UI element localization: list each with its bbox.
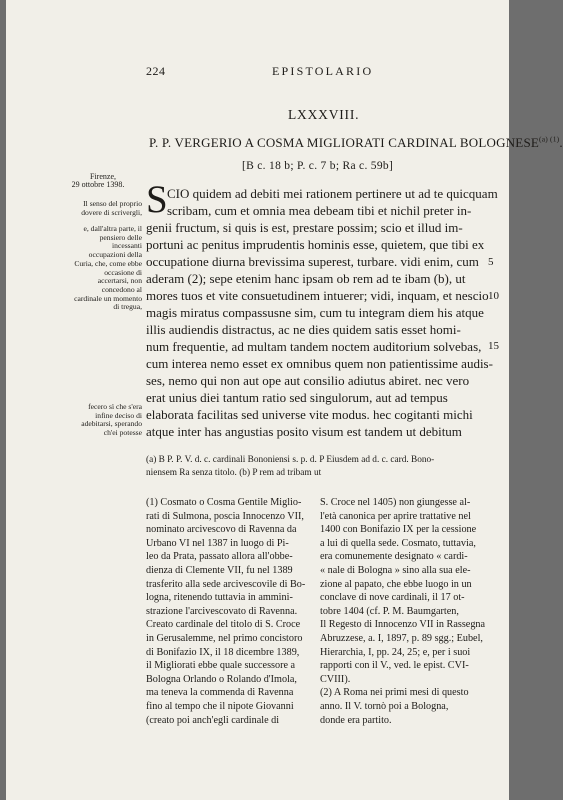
line-number: 5 bbox=[488, 256, 494, 268]
body-line: atque inter has angustias posito visum est tandem ut debitum bbox=[146, 424, 462, 439]
footnote-line: strazione l'arcivescovato di Ravenna. bbox=[146, 605, 298, 617]
footnote-line: il Migliorati ebbe quale successore a bbox=[146, 660, 296, 672]
footnote-line: dienza di Clemente VII, fu nel 1389 bbox=[146, 565, 293, 576]
body-line: occupatione diurna brevissima superest, turbare. vidi enim, cum bbox=[146, 254, 479, 269]
letter-title bbox=[149, 135, 563, 151]
body-line: ses, nemo qui non aut ope aut consilio adiutus abiret. nec vero bbox=[146, 373, 470, 388]
footnote-line: rapporti con il V., ved. le epist. CVI- bbox=[320, 660, 469, 672]
title-part: OSMA bbox=[265, 135, 307, 150]
footnote-line: l'età canonica per aprire trattative nel bbox=[320, 510, 471, 522]
line-number: 15 bbox=[488, 340, 499, 352]
apparatus-line: (a) B P. P. V. d. c. cardinali Bononiensi s. p. d. P Eiusdem ad d. c. card. Bono- bbox=[146, 455, 435, 465]
footnote-line: donde era partito. bbox=[320, 714, 392, 726]
margin-summary-1: Il senso del proprio dovere di scrivergli, bbox=[81, 199, 142, 217]
letter-number: LXXXVIII. bbox=[288, 107, 360, 122]
title-part: . bbox=[559, 135, 563, 150]
title-part: P. P. V bbox=[149, 135, 185, 150]
footnote-line: Hierarchia, I, pp. 24, 25; e, per i suoi bbox=[320, 646, 471, 658]
footnote-line: anno. Il V. tornò poi a Bologna, bbox=[320, 701, 449, 712]
footnote-line: era comunemente designato « cardi- bbox=[320, 551, 468, 563]
title-part: ERGERIO A bbox=[184, 135, 257, 150]
footnote-line: tobre 1404 (cf. P. M. Baumgarten, bbox=[320, 605, 459, 617]
body-line: scribam, cum et omnia mea debeam tibi et nichil preter in- bbox=[167, 203, 472, 218]
running-title: EPISTOLARIO bbox=[272, 64, 374, 78]
line-number: 10 bbox=[488, 290, 499, 302]
footnote-line: a lui di quella sede. Cosmato, tuttavia, bbox=[320, 537, 476, 549]
footnote-line: trasferito alla sede arcivescovile di Bo- bbox=[146, 578, 306, 590]
footnote-line: Bologna Orlando o Rolando d'Imola, bbox=[146, 673, 297, 685]
footnote-line: Creato cardinale del titolo di S. Croce bbox=[146, 619, 301, 631]
body-line: CIO quidem ad debiti mei rationem pertinere ut ad te quicquam bbox=[167, 186, 498, 201]
footnote-line: conclave di nove cardinali, il 17 ot- bbox=[320, 592, 465, 604]
title-footnote-marks: (a) (1) bbox=[539, 134, 560, 144]
footnote-line: 1400 con Bonifazio IX per la cessione bbox=[320, 524, 477, 536]
margin-summary-3: fecero sì che s'era infine deciso di adebitarsi, sperando ch'ei potesse bbox=[81, 402, 142, 438]
footnote-line: rati di Sulmona, poscia Innocenzo VII, bbox=[146, 510, 304, 522]
apparatus-line: niensem Ra senza titolo. (b) P rem ad tribam ut bbox=[146, 468, 322, 478]
margin-date: 29 ottobre 1398. bbox=[71, 180, 125, 189]
footnote-line: Abruzzese, a. I, 1897, p. 89 sgg.; Eubel, bbox=[320, 633, 483, 644]
manuscript-sources: [B c. 18 b; P. c. 7 b; Ra c. 59b] bbox=[242, 160, 394, 172]
footnote-line: in Gerusalemme, nel primo concistoro bbox=[146, 633, 303, 644]
page-number: 224 bbox=[146, 64, 166, 78]
body-line: elaborata facilitas sed universe vite modus. hec cogitanti michi bbox=[146, 407, 473, 422]
title-part: C bbox=[256, 135, 266, 150]
footnote-line: leo da Prata, passato allora all'obbe- bbox=[146, 551, 293, 563]
body-line: num frequentie, ad multam tandem noctem auditorium solvebas, bbox=[146, 339, 482, 354]
body-line: aderam (2); sepe etenim hanc ipsam ob rem ad te ibam (b), ut bbox=[146, 271, 466, 286]
drop-cap: S bbox=[146, 178, 168, 221]
footnote-line: fino al tempo che il nipote Giovanni bbox=[146, 701, 294, 712]
margin-summary-2: e, dall'altra parte, il pensiero delle incessanti occupazioni della Curia, che, come ebbe occasione di accertarsi, non concedono al cardinale un momento di tregua, bbox=[74, 224, 142, 312]
footnote-line: S. Croce nel 1405) non giungesse al- bbox=[320, 497, 471, 508]
body-line: cum interea nemo esset ex omnibus quem non patientissime audis- bbox=[146, 356, 493, 371]
footnote-line: (2) A Roma nei primi mesi di questo bbox=[320, 687, 469, 699]
title-part: IGLIORATI CARDINAL BOLOGNESE bbox=[318, 135, 540, 150]
body-line: mores tuos et vite consuetudinem intuerer; vidi, inquam, et nescio bbox=[146, 288, 489, 303]
body-line: illis audiendis distractus, ac ne dies quidem satis esset homi- bbox=[146, 322, 461, 337]
margin-place: Firenze, bbox=[90, 172, 116, 181]
footnote-line: logna, ritenendo tuttavia in ammini- bbox=[146, 592, 293, 604]
body-line: genii fructum, si quis is est, prestare possim; scio et illud im- bbox=[146, 220, 463, 235]
footnote-line: (creato poi anch'egli cardinale di bbox=[146, 714, 280, 726]
body-line: magis miratus compassusne sim, cum tu integram diem his atque bbox=[146, 305, 484, 320]
footnote-line: (1) Cosmato o Cosma Gentile Miglio- bbox=[146, 497, 302, 508]
footnote-line: CVIII). bbox=[320, 673, 351, 685]
footnote-line: « nale di Bologna » sino alla sua ele- bbox=[320, 565, 471, 576]
title-part: M bbox=[306, 135, 319, 150]
body-line: erat unius diei tantum ratio sed singulorum, aut ad tempus bbox=[146, 390, 448, 405]
book-page bbox=[6, 0, 563, 800]
footnote-line: ma teneva la commenda di Ravenna bbox=[146, 687, 294, 699]
footnote-line: di Bonifazio IX, il 18 dicembre 1389, bbox=[146, 646, 300, 658]
footnote-line: Urbano VI nel 1387 in luogo di Pi- bbox=[146, 537, 289, 549]
body-line: portuni ac penitus imprudentis hominis esse, quietem, que tibi ex bbox=[146, 237, 485, 252]
footnote-line: Il Regesto di Innocenzo VII in Rassegna bbox=[320, 619, 486, 631]
footnote-line: nominato arcivescovo di Ravenna da bbox=[146, 524, 297, 536]
footnote-line: zione al papato, che ebbe luogo in un bbox=[320, 578, 472, 590]
